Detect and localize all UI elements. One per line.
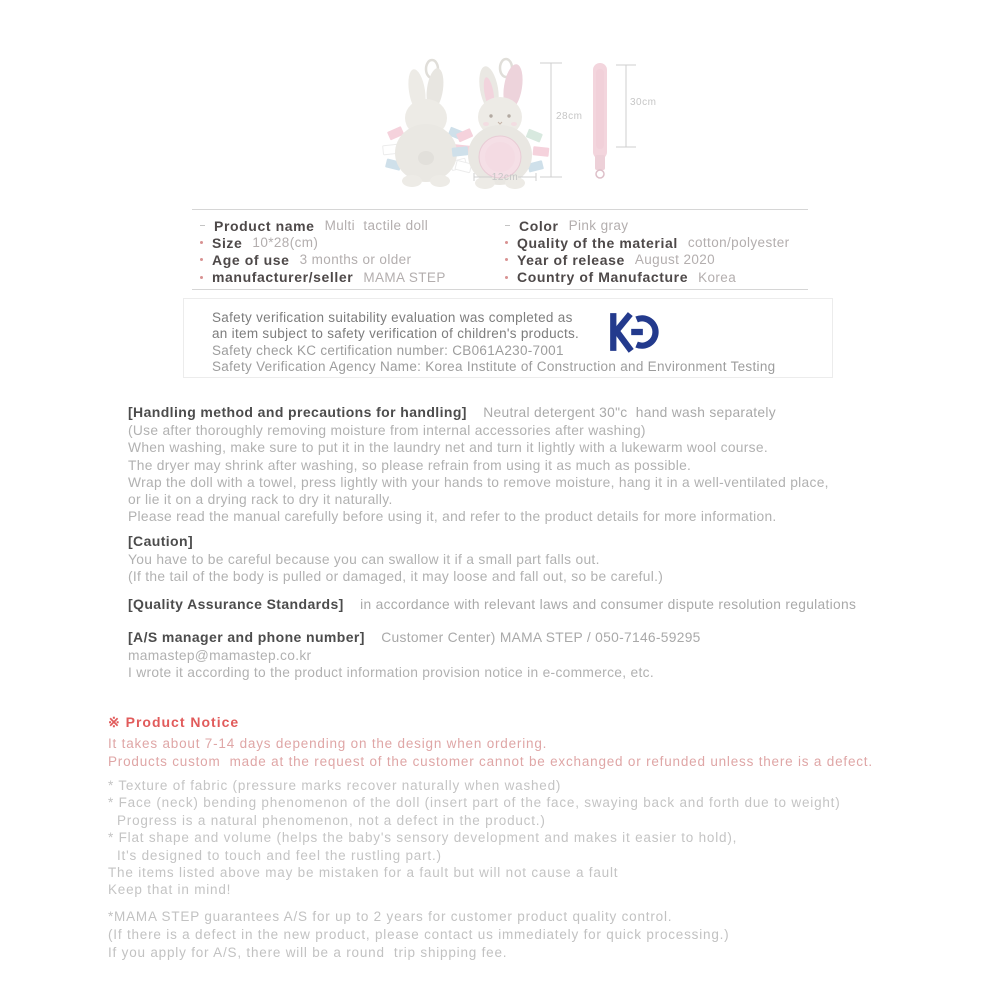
warranty-line: (If there is a defect in the new product, please contact us immediately for quick processing.) <box>108 926 730 942</box>
bullet-icon <box>200 258 203 261</box>
bullet-icon <box>505 225 510 226</box>
table-row <box>192 234 497 251</box>
doll-width-label: 12cm <box>491 172 519 183</box>
caution-section <box>128 533 663 586</box>
table-row <box>497 251 808 268</box>
safety-line: Safety Verification Agency Name: Korea Institute of Construction and Environment Testing <box>212 358 776 374</box>
handling-line: (Use after thoroughly removing moisture from internal accessories after washing) <box>128 423 646 438</box>
safety-line: an item subject to safety verification of children's products. <box>212 326 580 342</box>
table-row <box>192 269 497 286</box>
note-line: The items listed above may be mistaken for a fault but will not cause a fault <box>108 865 619 881</box>
safety-verification-box <box>183 298 833 378</box>
bullet-icon <box>505 241 508 244</box>
info-table-left-column <box>192 217 497 289</box>
as-email[interactable]: mamastep@mamastep.co.kr <box>128 648 312 663</box>
quality-assurance-section <box>128 596 856 614</box>
kc-certification-icon <box>607 310 659 359</box>
caution-line: You have to be careful because you can swallow it if a small part falls out. <box>128 552 600 567</box>
safety-line: Safety verification suitability evaluation was completed as <box>212 310 573 325</box>
notice-line: It takes about 7-14 days depending on the design when ordering. <box>108 736 548 751</box>
bullet-icon <box>200 276 203 279</box>
product-figure <box>370 55 660 200</box>
as-note: Customer Center) MAMA STEP / 050-7146-59295 <box>381 630 701 645</box>
strap-image <box>593 63 607 178</box>
info-label: manufacturer/seller <box>212 269 354 286</box>
info-label: Country of Manufacture <box>517 269 689 286</box>
doll-front-image <box>452 59 550 189</box>
handling-line: Please read the manual carefully before using it, and refer to the product details for more information. <box>128 509 777 525</box>
handling-heading-note: Neutral detergent 30"c hand wash separately <box>483 405 776 420</box>
note-line: Keep that in mind! <box>108 882 232 898</box>
doll-height-label: 28cm <box>556 111 583 122</box>
note-line: * Face (neck) bending phenomenon of the doll (insert part of the face, swaying back and forth due to weight) <box>108 795 841 811</box>
handling-section <box>128 404 829 526</box>
info-label: Product name <box>214 217 315 234</box>
info-label: Color <box>519 217 559 234</box>
safety-line: Safety check KC certification number: CB061A230-7001 <box>212 342 564 358</box>
info-value: August 2020 <box>634 252 716 268</box>
info-value: MAMA STEP <box>363 269 446 285</box>
caution-heading: [Caution] <box>128 533 194 549</box>
as-footnote: I wrote it according to the product information provision notice in e-commerce, etc. <box>128 665 654 681</box>
quality-heading: [Quality Assurance Standards] <box>128 596 344 612</box>
table-row <box>192 217 497 234</box>
note-line: * Flat shape and volume (helps the baby's sensory development and makes it easier to hold), <box>108 830 738 846</box>
warranty-section <box>108 908 729 961</box>
info-label: Age of use <box>212 251 290 268</box>
info-value: 3 months or older <box>299 252 412 268</box>
product-info-table <box>192 209 808 290</box>
notice-line: Products custom made at the request of the customer cannot be exchanged or refunded unless there is a defect. <box>108 754 873 769</box>
bullet-icon <box>200 225 205 226</box>
handling-line: The dryer may shrink after washing, so please refrain from using it as much as possible. <box>128 457 692 473</box>
bullet-icon <box>505 258 508 261</box>
handling-line: When washing, make sure to put it in the laundry net and turn it lightly with a lukewarm wool course. <box>128 440 768 456</box>
quality-note: in accordance with relevant laws and consumer dispute resolution regulations <box>360 597 857 612</box>
as-heading: [A/S manager and phone number] <box>128 629 365 645</box>
info-value: 10*28(cm) <box>252 235 319 251</box>
bullet-icon <box>505 276 508 279</box>
note-line: * Texture of fabric (pressure marks recover naturally when washed) <box>108 778 562 793</box>
as-section <box>128 629 701 682</box>
product-notice-heading: ※ Product Notice <box>108 714 240 730</box>
info-label: Quality of the material <box>517 234 678 251</box>
strap-length-label: 30cm <box>630 97 657 108</box>
table-row <box>497 269 808 286</box>
table-row <box>497 217 808 234</box>
product-notice-section <box>108 714 873 771</box>
warranty-line: If you apply for A/S, there will be a round trip shipping fee. <box>108 944 508 960</box>
warranty-line: *MAMA STEP guarantees A/S for up to 2 years for customer product quality control. <box>108 909 673 924</box>
table-row <box>497 234 808 251</box>
note-line: Progress is a natural phenomenon, not a defect in the product.) <box>117 812 546 828</box>
caution-line: (If the tail of the body is pulled or damaged, it may loose and fall out, so be careful.) <box>128 569 664 585</box>
info-label: Size <box>212 234 243 251</box>
table-row <box>192 251 497 268</box>
handling-heading: [Handling method and precautions for handling] <box>128 404 467 420</box>
info-value: Multi tactile doll <box>324 218 429 234</box>
bullet-icon <box>200 241 203 244</box>
note-line: It's designed to touch and feel the rustling part.) <box>117 847 442 863</box>
product-notes-section <box>108 777 841 899</box>
info-table-right-column <box>497 217 808 289</box>
info-value: cotton/polyester <box>687 235 790 251</box>
info-label: Year of release <box>517 251 625 268</box>
info-value: Korea <box>698 269 737 285</box>
handling-line: or lie it on a drying rack to dry it naturally. <box>128 492 393 508</box>
handling-line: Wrap the doll with a towel, press lightly with your hands to remove moisture, hang it in a well-ventilated place, <box>128 474 829 490</box>
info-value: Pink gray <box>568 218 629 234</box>
